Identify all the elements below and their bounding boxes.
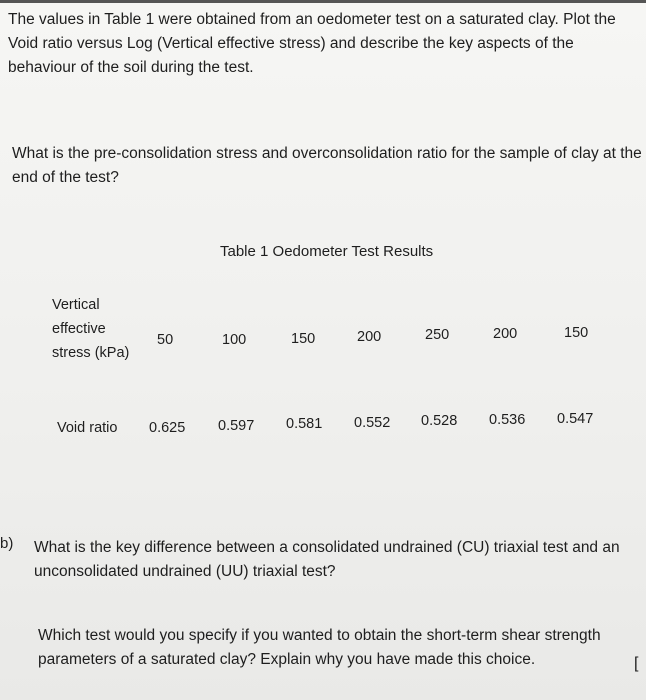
question-preconsolidation-text: What is the pre-consolidation stress and overconsolidation ratio for the sample of clay at the end of the test? bbox=[12, 145, 642, 186]
question-which-test-text: Which test would you specify if you wanted to obtain the short-term shear strength parameters of a saturated clay? Explain why you have made this choice. bbox=[38, 627, 601, 668]
void-ratio-value-cell: 0.581 bbox=[286, 416, 323, 432]
stress-value-cell: 200 bbox=[357, 329, 382, 345]
void-ratio-value-cell: 0.625 bbox=[149, 420, 186, 436]
question-intro-text: The values in Table 1 were obtained from an oedometer test on a saturated clay. Plot the Void ratio versus Log (Vertical effective stress) and describe the key aspects of the behaviour of the soil during the test. bbox=[8, 11, 616, 76]
stress-value-cell: 200 bbox=[493, 326, 518, 342]
edge-fragment: [ bbox=[634, 655, 639, 672]
stress-value-cell: 100 bbox=[222, 332, 247, 348]
stress-value-cell: 150 bbox=[564, 325, 589, 341]
stress-value-cell: 50 bbox=[157, 332, 174, 348]
void-ratio-row-label: Void ratio bbox=[57, 420, 118, 436]
table-title: Table 1 Oedometer Test Results bbox=[220, 243, 434, 260]
question-cu-uu-text: What is the key difference between a consolidated undrained (CU) triaxial test and an unconsolidated undrained (UU) triaxial test? bbox=[34, 539, 620, 580]
void-ratio-value-cell: 0.528 bbox=[421, 413, 458, 429]
stress-value-cell: 250 bbox=[425, 327, 450, 343]
void-ratio-value-cell: 0.597 bbox=[218, 418, 255, 434]
part-b-label: b) bbox=[0, 535, 14, 552]
top-border bbox=[0, 0, 646, 3]
void-ratio-value-cell: 0.547 bbox=[557, 411, 594, 427]
void-ratio-value-cell: 0.552 bbox=[354, 415, 391, 431]
stress-value-cell: 150 bbox=[291, 331, 316, 347]
void-ratio-value-cell: 0.536 bbox=[489, 412, 526, 428]
stress-row-label: Vertical effective stress (kPa) bbox=[52, 297, 130, 361]
